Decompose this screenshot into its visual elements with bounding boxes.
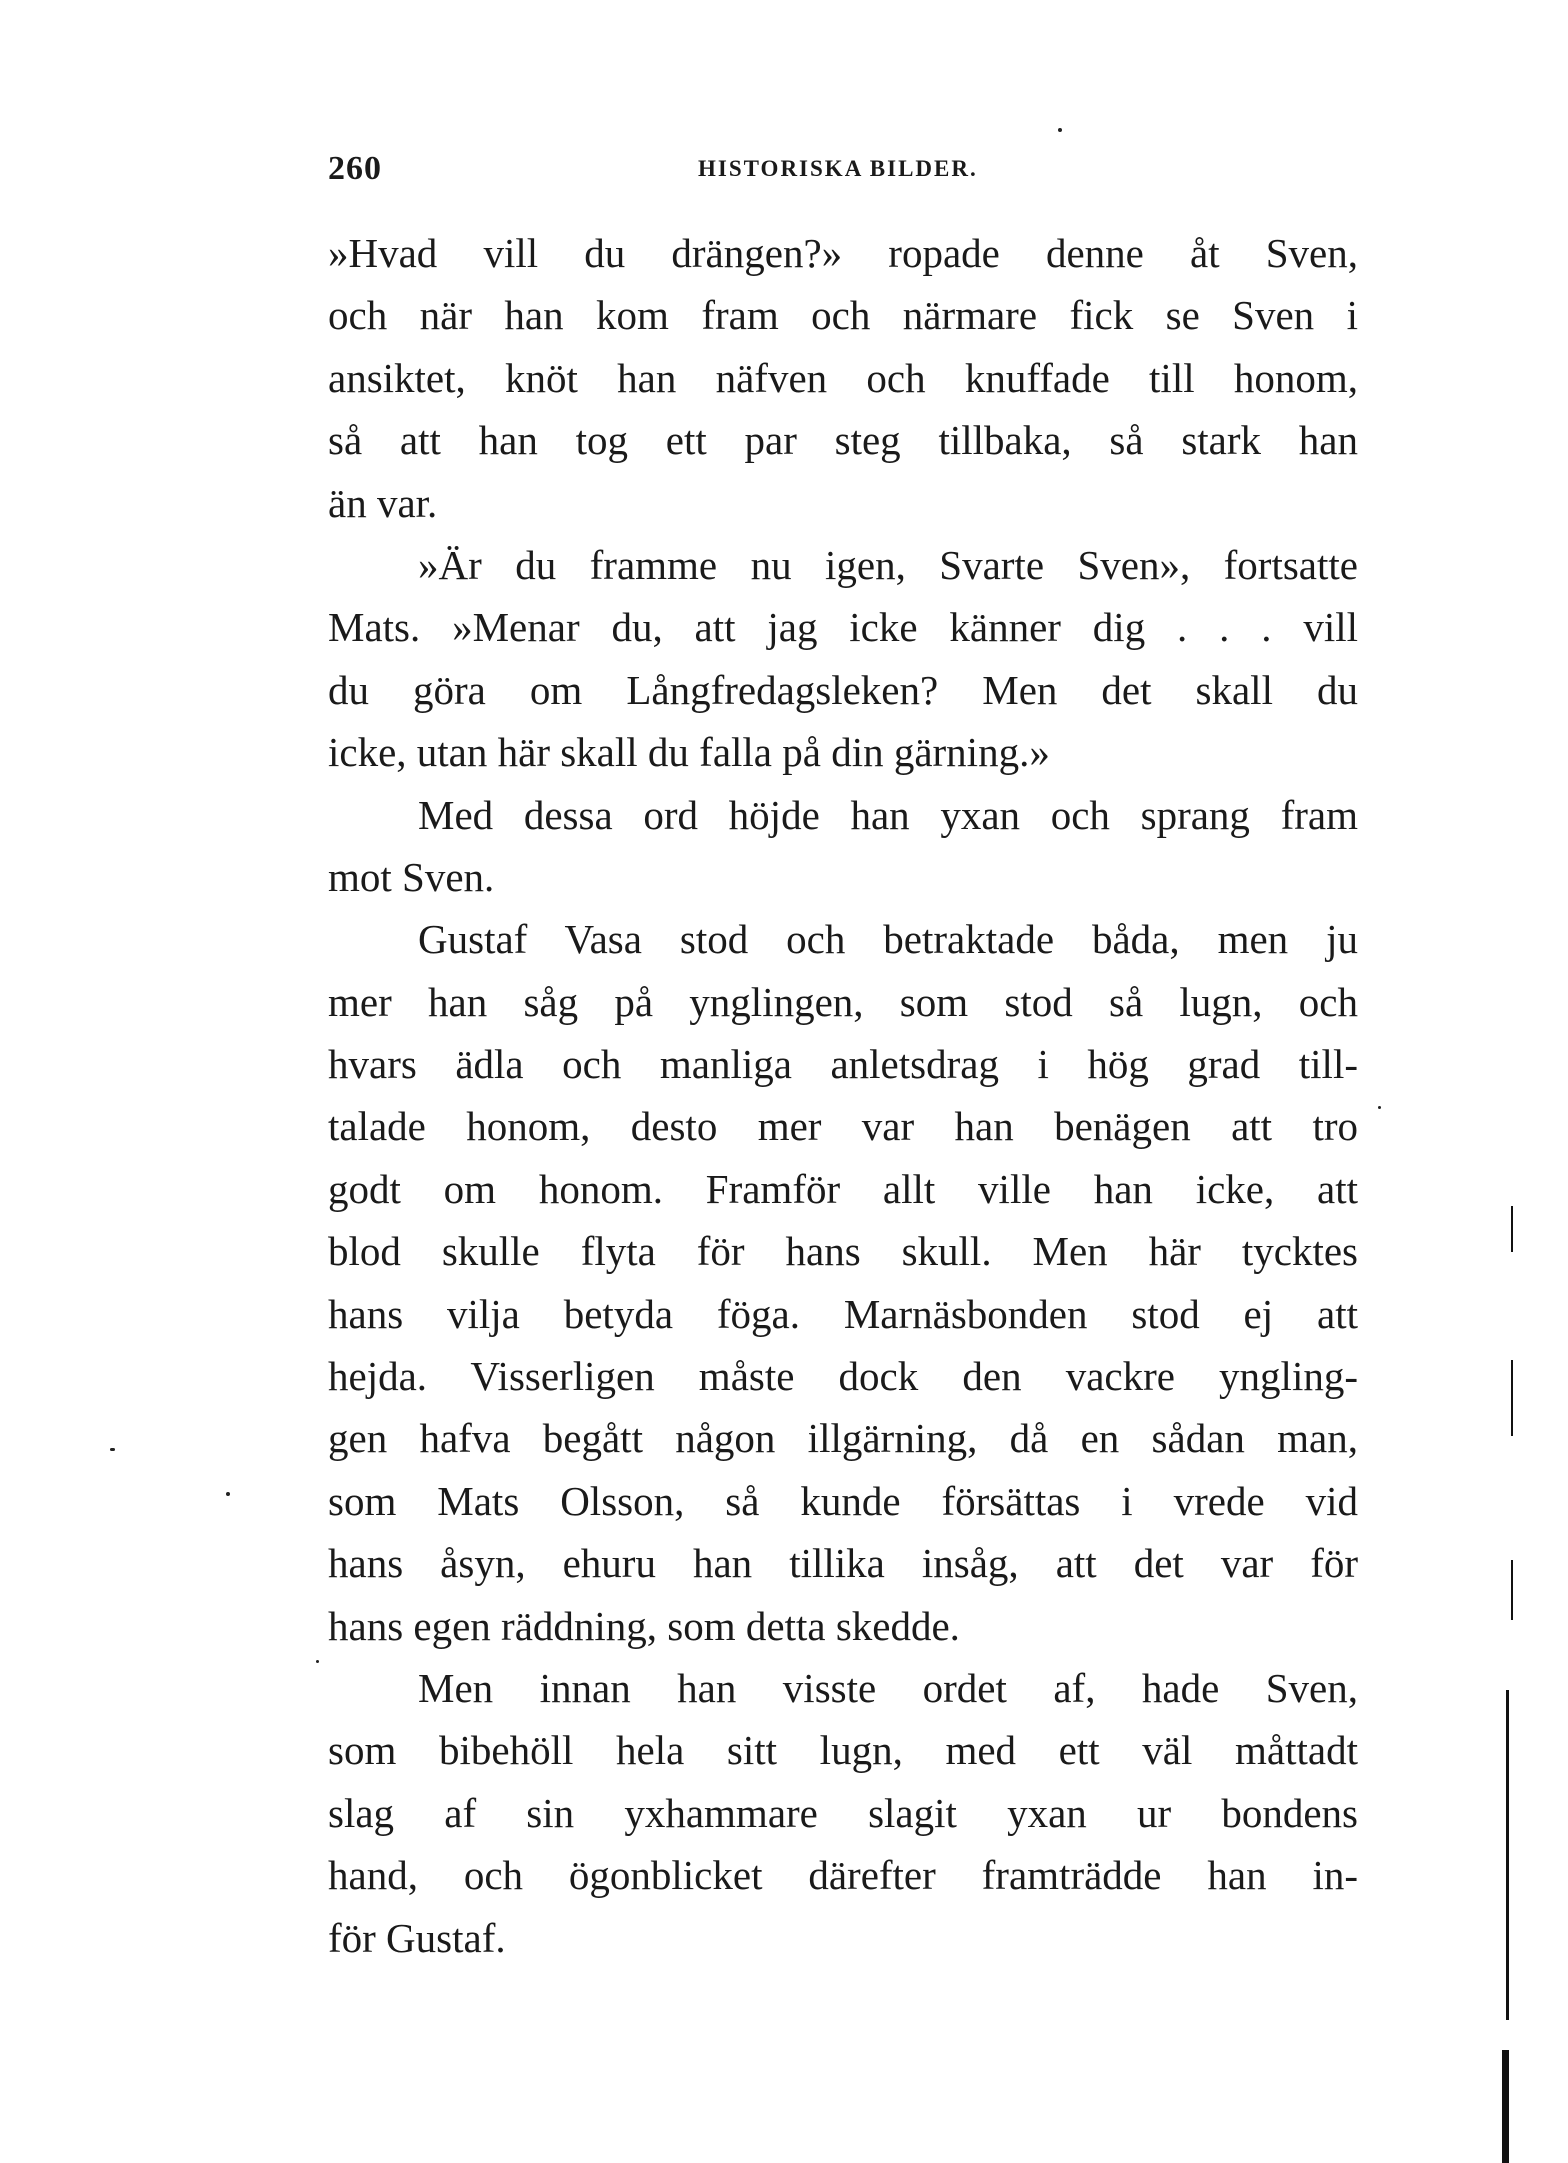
text-line: blod skulle flyta för hans skull. Men här tycktes — [328, 1228, 1358, 1275]
text-line: för Gustaf. — [328, 1914, 506, 1961]
text-line: mot Sven. — [328, 853, 495, 900]
text-line: »Är du framme nu igen, Svarte Sven», fortsatte — [418, 541, 1358, 588]
scan-speck — [226, 1492, 230, 1496]
body-text — [328, 222, 1358, 1969]
running-head: HISTORISKA BILDER. — [698, 156, 978, 181]
scan-speck — [316, 1660, 319, 1663]
text-line: Men innan han visste ordet af, hade Sven, — [418, 1664, 1358, 1711]
text-line: så att han tog ett par steg tillbaka, så stark han — [328, 417, 1358, 464]
text-line: »Hvad vill du drängen?» ropade denne åt Sven, — [328, 230, 1358, 276]
text-line: godt om honom. Framför allt ville han icke, att — [328, 1165, 1358, 1212]
text-line: talade honom, desto mer var han benägen att tro — [328, 1103, 1358, 1150]
text-line: du göra om Långfredagsleken? Men det skall du — [328, 666, 1358, 713]
edge-mark — [1511, 1360, 1513, 1436]
scan-speck — [110, 1448, 115, 1451]
text-line: hans vilja betyda föga. Marnäsbonden stod ej att — [328, 1290, 1358, 1337]
text-line: Gustaf Vasa stod och betraktade båda, men ju — [418, 916, 1358, 963]
text-line: Mats. »Menar du, att jag icke känner dig . . . vill — [328, 604, 1358, 651]
scan-speck — [1378, 1106, 1381, 1109]
text-line: slag af sin yxhammare slagit yxan ur bondens — [328, 1789, 1358, 1836]
scan-speck — [1058, 128, 1062, 132]
text-line: ansiktet, knöt han näfven och knuffade till honom, — [328, 354, 1358, 401]
text-line: som bibehöll hela sitt lugn, med ett väl måttadt — [328, 1727, 1358, 1774]
text-line: mer han såg på ynglingen, som stod så lugn, och — [328, 978, 1358, 1025]
text-line: än var. — [328, 479, 438, 526]
edge-mark — [1506, 1690, 1509, 2020]
text-line: hans egen räddning, som detta skedde. — [328, 1602, 960, 1649]
text-line: hejda. Visserligen måste dock den vackre yngling- — [328, 1353, 1358, 1400]
page-number: 260 — [328, 150, 382, 187]
edge-mark — [1502, 2050, 1509, 2163]
page-header — [328, 150, 1358, 190]
edge-mark — [1511, 1206, 1513, 1252]
edge-mark — [1511, 1560, 1513, 1620]
text-line: icke, utan här skall du falla på din gärning.» — [328, 729, 1050, 776]
text-line: gen hafva begått någon illgärning, då en sådan man, — [328, 1415, 1358, 1462]
text-line: och när han kom fram och närmare fick se Sven i — [328, 292, 1358, 339]
text-line: hand, och ögonblicket därefter framträdde han in- — [328, 1852, 1358, 1899]
text-line: Med dessa ord höjde han yxan och sprang fram — [418, 791, 1358, 838]
text-line: som Mats Olsson, så kunde försättas i vrede vid — [328, 1477, 1358, 1524]
text-line: hvars ädla och manliga anletsdrag i hög grad till- — [328, 1041, 1358, 1088]
text-line: hans åsyn, ehuru han tillika insåg, att det var för — [328, 1540, 1358, 1587]
